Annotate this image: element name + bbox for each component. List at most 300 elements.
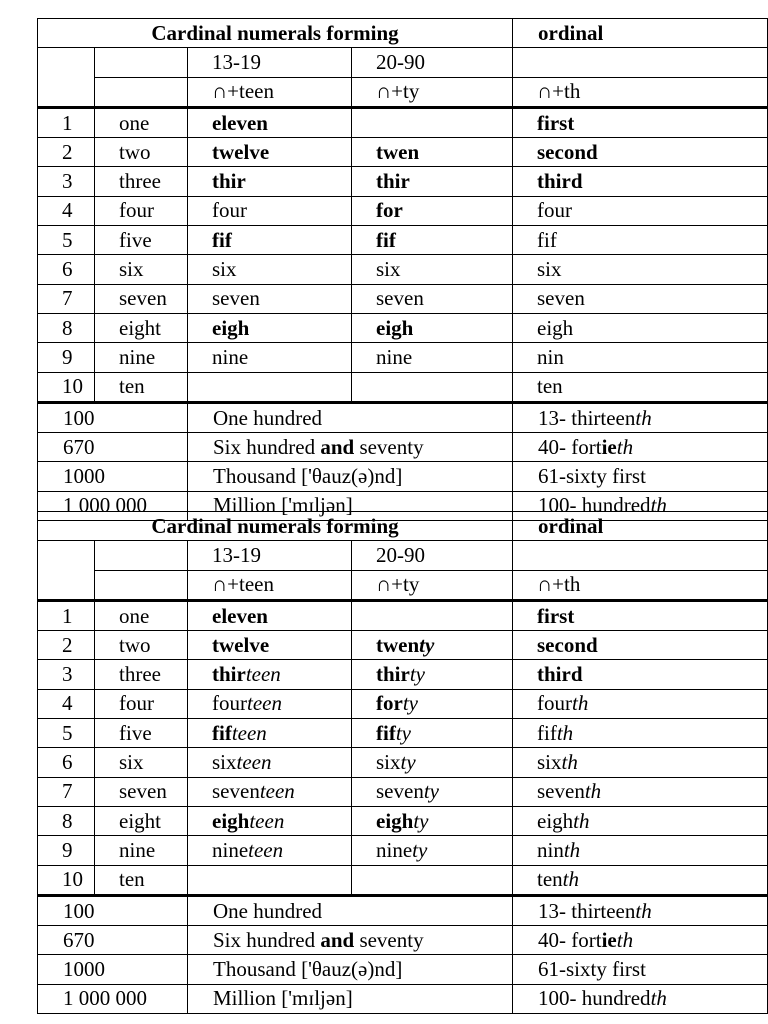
text-run: thir [212,169,246,194]
text-run: four [212,691,247,716]
teen-form [188,777,352,806]
text-run: fif [376,720,396,745]
row-word [95,107,188,137]
table-row [38,865,768,895]
text-run: six [537,257,562,282]
ordinal-example [513,955,768,984]
text-run: ty [419,632,435,657]
big-number [38,402,188,432]
text-run: Million ['mɪljən] [213,493,353,518]
row-word [95,167,188,196]
row-number [38,107,95,137]
cell-text: 1 [62,603,73,628]
row-number [38,600,95,630]
row-word [95,689,188,718]
ty-form [352,631,513,660]
cell-text: 2 [62,632,73,657]
header-row [38,19,768,48]
teen-form [188,138,352,167]
table-title [38,512,513,541]
text-run: Million ['mɪljən] [213,986,353,1011]
row-number [38,777,95,806]
cardinal-name [188,402,513,432]
text-run: six [537,750,562,775]
text-run: first [537,603,575,628]
row-number [38,196,95,225]
row-word [95,343,188,372]
text-run: six [376,257,401,282]
row-number [38,138,95,167]
text-run: th [635,405,652,430]
ty-form [352,806,513,835]
cell-text: 6 [62,750,73,775]
big-number [38,433,188,462]
text-run: eleven [212,110,268,135]
th-form [513,631,768,660]
text-run: fif [212,227,232,252]
cell-text: five [119,720,152,745]
text-run: ty [395,720,411,745]
text-run: six [212,257,237,282]
cell-text: 1000 [63,957,105,982]
text-run: ty [412,837,428,862]
text-run: Thousand ['θauz(ə)nd] [213,464,403,489]
table-row [38,836,768,865]
table-row [38,226,768,255]
blank-cell [38,48,95,108]
table-row [38,748,768,777]
ty-form [352,284,513,313]
teen-form [188,600,352,630]
text-run: eigh [376,315,414,340]
cell-text: 2 [62,139,73,164]
row-word [95,631,188,660]
text-run: ty [400,750,416,775]
table-row [38,372,768,402]
table-row [38,313,768,342]
range-teen [188,48,352,77]
teen-form [188,313,352,342]
teen-form [188,107,352,137]
th-form [513,343,768,372]
cell-text: 4 [62,691,73,716]
teen-form [188,255,352,284]
text-run: One hundred [213,405,323,430]
teen-form [188,372,352,402]
suffix-teen [188,570,352,600]
cell-text: 10 [62,374,83,399]
teen-form [188,631,352,660]
text-run: nine [376,837,413,862]
th-form [513,313,768,342]
text-run: ty [413,808,429,833]
cell-text: 100 [63,898,95,923]
row-word [95,865,188,895]
header-row [38,512,768,541]
cell-text: ∩+teen [212,79,274,104]
row-word [95,600,188,630]
cell-text: ∩+ty [376,572,420,597]
cardinal-name [188,955,513,984]
row-word [95,372,188,402]
cell-text: 5 [62,227,73,252]
text-run: six [212,750,237,775]
text-run: seventy [354,434,424,459]
cell-text: 13-19 [212,542,261,567]
text-run: thir [376,169,410,194]
row-number [38,255,95,284]
cell-text: 4 [62,198,73,223]
text-run: th [562,867,579,892]
big-number [38,984,188,1013]
suffix-th [513,570,768,600]
cell-text: Cardinal numerals forming [151,20,399,45]
text-run: th [584,779,602,804]
cell-text: nine [119,837,156,862]
text-run: first [537,110,575,135]
ty-form [352,748,513,777]
cell-text: 20-90 [376,542,425,567]
text-run: third [537,169,583,194]
cell-text: seven [119,779,167,804]
row-number [38,343,95,372]
teen-form [188,660,352,689]
th-form [513,196,768,225]
th-form [513,600,768,630]
text-run: Six hundred [213,927,321,952]
cell-text: four [119,198,154,223]
cardinal-name [188,926,513,955]
cell-text: ∩+th [537,572,581,597]
row-word [95,284,188,313]
th-form [513,836,768,865]
numerals-table-2 [37,511,768,1014]
ordinal-heading [513,512,768,541]
teen-form [188,806,352,835]
row-number [38,748,95,777]
text-run: twelve [212,139,270,164]
ordinal-example [513,926,768,955]
cell-text: one [119,110,150,135]
text-run: One hundred [213,898,323,923]
text-run: 100- hundred [538,986,651,1011]
cell-text: ∩+teen [212,572,274,597]
cell-text: 100 [63,405,95,430]
text-run: 61-sixty first [538,957,646,982]
text-run: eigh [537,315,574,340]
blank-cell [38,541,95,601]
cell-text: 7 [62,286,73,311]
blank-cell [95,570,188,600]
text-run: and [320,434,355,459]
cell-text: eight [119,315,161,340]
text-run: four [212,198,247,223]
cell-text: three [119,662,161,687]
cell-text: 3 [62,169,73,194]
ty-form [352,196,513,225]
ranges-row [38,48,768,77]
ordinal-example [513,462,768,491]
row-word [95,196,188,225]
table-row [38,167,768,196]
text-run: fif [537,720,557,745]
text-run: seven [212,286,260,311]
suffix-row [38,77,768,107]
text-run: teen [248,837,284,862]
cell-text: seven [119,286,167,311]
row-number [38,689,95,718]
text-run: nine [376,344,413,369]
text-run: nine [212,344,249,369]
text-run: twen [376,139,420,164]
text-run: 13- thirteen [538,405,636,430]
row-number [38,660,95,689]
th-form [513,748,768,777]
cell-text: six [119,257,144,282]
text-run: 40- fort [538,434,602,459]
teen-form [188,167,352,196]
table-row [38,196,768,225]
ty-form [352,660,513,689]
cell-text: ordinal [538,20,604,45]
ty-form [352,343,513,372]
text-run: seven [376,779,424,804]
text-run: th [561,750,578,775]
cell-text: 1 000 000 [63,493,147,518]
teen-form [188,689,352,718]
blank-cell [513,541,768,570]
ty-form [352,167,513,196]
cell-text: one [119,603,150,628]
cell-text: 20-90 [376,49,425,74]
table-row [38,343,768,372]
cell-text: 8 [62,315,73,340]
blank-cell [513,48,768,77]
row-word [95,660,188,689]
text-run: third [537,662,583,687]
cell-text: four [119,691,154,716]
row-word [95,313,188,342]
ty-form [352,313,513,342]
text-run: fif [537,227,557,252]
suffix-ty [352,570,513,600]
text-run: th [616,434,634,459]
text-run: seven [376,286,424,311]
cell-text: ten [119,867,145,892]
text-run: teen [245,662,281,687]
table-row [38,600,768,630]
table-title [38,19,513,48]
blank-cell [95,541,188,570]
cell-text: 5 [62,720,73,745]
th-form [513,284,768,313]
th-form [513,865,768,895]
text-run: for [376,198,403,223]
row-number [38,806,95,835]
big-number-row [38,955,768,984]
suffix-th [513,77,768,107]
cardinal-name [188,433,513,462]
range-ty [352,48,513,77]
table-row [38,689,768,718]
text-run: fif [212,720,232,745]
text-run: th [635,898,652,923]
ordinal-heading [513,19,768,48]
th-form [513,138,768,167]
row-number [38,284,95,313]
text-run: 61-sixty first [538,464,646,489]
ranges-row [38,541,768,570]
text-run: ten [537,374,563,399]
row-number [38,719,95,748]
text-run: ie [601,434,617,459]
th-form [513,719,768,748]
row-number [38,167,95,196]
th-form [513,806,768,835]
cell-text: ten [119,374,145,399]
suffix-ty [352,77,513,107]
row-word [95,836,188,865]
th-form [513,107,768,137]
ty-form [352,138,513,167]
table-row [38,777,768,806]
cell-text: five [119,227,152,252]
text-run: seven [212,779,260,804]
text-run: second [537,632,598,657]
cell-text: ∩+th [537,79,581,104]
text-run: teen [259,779,295,804]
suffix-row [38,570,768,600]
text-run: th [563,837,581,862]
teen-form [188,343,352,372]
ty-form [352,719,513,748]
text-run: four [537,198,572,223]
ty-form [352,836,513,865]
ty-form [352,226,513,255]
text-run: for [376,691,403,716]
text-run: twelve [212,632,270,657]
ordinal-example [513,402,768,432]
text-run: eleven [212,603,268,628]
cell-text: 1000 [63,464,105,489]
teen-form [188,865,352,895]
text-run: seventy [354,927,424,952]
text-run: th [616,927,634,952]
th-form [513,372,768,402]
blank-cell [95,48,188,77]
row-number [38,313,95,342]
big-number-row [38,462,768,491]
text-run: seven [537,779,585,804]
th-form [513,777,768,806]
cell-text: eight [119,808,161,833]
ty-form [352,107,513,137]
text-run: fif [376,227,396,252]
suffix-teen [188,77,352,107]
ordinal-example [513,433,768,462]
cell-text: 1 000 000 [63,986,147,1011]
big-number-row [38,402,768,432]
row-number [38,226,95,255]
text-run: ten [537,867,563,892]
text-run: eigh [537,808,574,833]
ty-form [352,255,513,284]
cell-text: 9 [62,837,73,862]
table-row [38,138,768,167]
th-form [513,255,768,284]
ty-form [352,777,513,806]
row-number [38,372,95,402]
cardinal-name [188,984,513,1013]
row-word [95,719,188,748]
cardinal-name [188,462,513,491]
row-word [95,748,188,777]
text-run: 100- hundred [538,493,651,518]
text-run: and [320,927,355,952]
text-run: thir [376,662,410,687]
text-run: four [537,691,572,716]
big-number [38,895,188,925]
row-number [38,631,95,660]
cell-text: ∩+ty [376,79,420,104]
table-row [38,107,768,137]
text-run: th [556,720,574,745]
cell-text: Cardinal numerals forming [151,513,399,538]
cell-text: 8 [62,808,73,833]
teen-form [188,836,352,865]
cell-text: two [119,632,151,657]
cell-text: 6 [62,257,73,282]
th-form [513,689,768,718]
row-word [95,806,188,835]
teen-form [188,748,352,777]
cell-text: ordinal [538,513,604,538]
text-run: nine [212,837,249,862]
text-run: 40- fort [538,927,602,952]
cell-text: six [119,750,144,775]
text-run: th [650,986,667,1011]
cell-text: 9 [62,344,73,369]
text-run: six [376,750,401,775]
th-form [513,660,768,689]
ordinal-example [513,895,768,925]
cell-text: two [119,139,151,164]
text-run: thir [212,662,246,687]
big-number-row [38,984,768,1013]
row-word [95,777,188,806]
row-word [95,138,188,167]
cell-text: 670 [63,434,95,459]
cell-text: three [119,169,161,194]
teen-form [188,284,352,313]
text-run: Thousand ['θauz(ə)nd] [213,957,403,982]
big-number-row [38,895,768,925]
teen-form [188,196,352,225]
text-run: nin [537,344,564,369]
text-run: seven [537,286,585,311]
blank-cell [95,77,188,107]
table-row [38,719,768,748]
text-run: th [650,493,667,518]
text-run: 13- thirteen [538,898,636,923]
text-run: teen [236,750,272,775]
ty-form [352,372,513,402]
text-run: teen [231,720,267,745]
table-row [38,255,768,284]
th-form [513,226,768,255]
text-run: eigh [212,315,250,340]
range-teen [188,541,352,570]
